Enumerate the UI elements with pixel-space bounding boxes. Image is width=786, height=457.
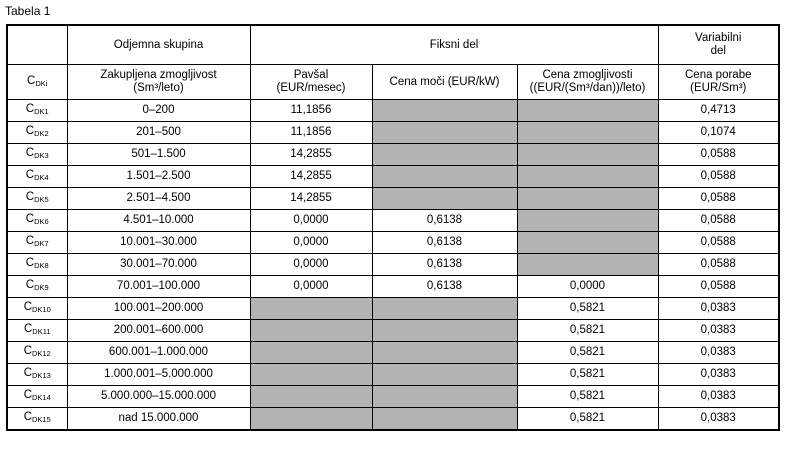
class-subscript: DK13 <box>32 371 51 380</box>
cell-capacity-range: 30.001–70.000 <box>67 254 250 276</box>
cell-power-price <box>372 298 517 320</box>
cell-power-price <box>372 320 517 342</box>
cell-capacity-range: 4.501–10.000 <box>67 210 250 232</box>
class-symbol: C <box>23 389 33 401</box>
table-row <box>7 122 779 144</box>
cell-pavsal <box>250 364 372 386</box>
cell-power-price <box>372 122 517 144</box>
cell-capacity-range: nad 15.000.000 <box>67 408 250 431</box>
class-symbol: C <box>25 257 35 269</box>
cell-pavsal: 0,0000 <box>250 210 372 232</box>
table-row <box>7 386 779 408</box>
cell-power-price <box>372 188 517 210</box>
cell-class <box>7 144 67 166</box>
cell-power-price <box>372 408 517 431</box>
header-consumption-price: Cena porabe (EUR/Sm³) <box>658 65 779 100</box>
class-subscript: DK10 <box>32 305 51 314</box>
cell-power-price: 0,6138 <box>372 276 517 298</box>
cell-consumption-price: 0,0383 <box>658 364 779 386</box>
class-subscript: DK9 <box>34 283 49 292</box>
cell-capacity-price <box>517 166 658 188</box>
class-symbol: C <box>23 411 33 423</box>
class-symbol: C <box>25 125 35 137</box>
table-row <box>7 144 779 166</box>
table-row <box>7 166 779 188</box>
cell-consumption-price: 0,0383 <box>658 298 779 320</box>
cell-pavsal: 0,0000 <box>250 254 372 276</box>
cell-pavsal: 11,1856 <box>250 100 372 122</box>
class-symbol: C <box>25 213 35 225</box>
header-group: Odjemna skupina <box>67 25 250 65</box>
cell-capacity-price: 0,5821 <box>517 386 658 408</box>
cell-capacity-price <box>517 144 658 166</box>
cell-capacity-price <box>517 122 658 144</box>
cell-capacity-price <box>517 210 658 232</box>
cell-consumption-price: 0,0383 <box>658 342 779 364</box>
cell-capacity-range: 70.001–100.000 <box>67 276 250 298</box>
cell-pavsal <box>250 386 372 408</box>
cell-pavsal: 0,0000 <box>250 276 372 298</box>
cell-consumption-price: 0,0383 <box>658 408 779 431</box>
cell-pavsal: 14,2855 <box>250 166 372 188</box>
class-subscript: DK6 <box>34 217 49 226</box>
header-pavsal: Pavšal (EUR/mesec) <box>250 65 372 100</box>
cell-consumption-price: 0,0383 <box>658 386 779 408</box>
cell-capacity-range: 2.501–4.500 <box>67 188 250 210</box>
cell-class <box>7 342 67 364</box>
cell-consumption-price: 0,0588 <box>658 232 779 254</box>
header-empty-cell <box>7 25 67 65</box>
header-row-groups <box>7 25 779 65</box>
cell-pavsal <box>250 320 372 342</box>
class-subscript: DK14 <box>32 393 51 402</box>
cell-pavsal: 14,2855 <box>250 144 372 166</box>
cell-class <box>7 232 67 254</box>
header-variable-part: Variabilni del <box>658 25 779 65</box>
header-c-main: C <box>27 74 36 87</box>
cell-power-price <box>372 386 517 408</box>
header-c-dki <box>7 65 67 100</box>
cell-class <box>7 210 67 232</box>
cell-capacity-range: 10.001–30.000 <box>67 232 250 254</box>
cell-capacity-range: 100.001–200.000 <box>67 298 250 320</box>
table-row <box>7 276 779 298</box>
cell-capacity-range: 1.501–2.500 <box>67 166 250 188</box>
class-symbol: C <box>25 235 35 247</box>
cell-class <box>7 276 67 298</box>
class-symbol: C <box>25 279 35 291</box>
cell-pavsal: 0,0000 <box>250 232 372 254</box>
cell-consumption-price: 0,0588 <box>658 210 779 232</box>
class-symbol: C <box>25 191 35 203</box>
table-row <box>7 408 779 431</box>
cell-capacity-price <box>517 254 658 276</box>
cell-class <box>7 364 67 386</box>
cell-class <box>7 298 67 320</box>
table-caption: Tabela 1 <box>5 4 51 18</box>
cell-capacity-price: 0,0000 <box>517 276 658 298</box>
class-subscript: DK12 <box>32 349 51 358</box>
cell-power-price: 0,6138 <box>372 254 517 276</box>
cell-pavsal: 14,2855 <box>250 188 372 210</box>
header-c-sub: DKi <box>35 78 48 88</box>
cell-consumption-price: 0,0588 <box>658 188 779 210</box>
cell-power-price: 0,6138 <box>372 210 517 232</box>
table-row <box>7 364 779 386</box>
cell-consumption-price: 0,1074 <box>658 122 779 144</box>
cell-capacity-price: 0,5821 <box>517 342 658 364</box>
cell-power-price <box>372 342 517 364</box>
class-subscript: DK1 <box>34 107 49 116</box>
cell-consumption-price: 0,4713 <box>658 100 779 122</box>
class-subscript: DK11 <box>32 327 51 336</box>
cell-capacity-range: 200.001–600.000 <box>67 320 250 342</box>
class-subscript: DK4 <box>34 173 49 182</box>
cell-capacity-range: 1.000.001–5.000.000 <box>67 364 250 386</box>
header-row-columns <box>7 65 779 100</box>
cell-pavsal <box>250 408 372 431</box>
cell-consumption-price: 0,0588 <box>658 166 779 188</box>
class-symbol: C <box>25 169 35 181</box>
table-row <box>7 320 779 342</box>
cell-capacity-price: 0,5821 <box>517 298 658 320</box>
cell-power-price <box>372 100 517 122</box>
header-fixed-part: Fiksni del <box>250 25 658 65</box>
cell-class <box>7 100 67 122</box>
header-capacity: Zakupljena zmogljivost (Sm³/leto) <box>67 65 250 100</box>
cell-class <box>7 320 67 342</box>
header-capacity-price: Cena zmogljivosti ((EUR/(Sm³/dan))/leto) <box>517 65 658 100</box>
cell-consumption-price: 0,0588 <box>658 276 779 298</box>
table-row <box>7 232 779 254</box>
cell-capacity-range: 201–500 <box>67 122 250 144</box>
cell-power-price: 0,6138 <box>372 232 517 254</box>
cell-class <box>7 166 67 188</box>
class-subscript: DK3 <box>34 151 49 160</box>
cell-power-price <box>372 166 517 188</box>
cell-power-price <box>372 364 517 386</box>
cell-capacity-price: 0,5821 <box>517 364 658 386</box>
table-row <box>7 254 779 276</box>
cell-class <box>7 408 67 431</box>
header-power-price: Cena moči (EUR/kW) <box>372 65 517 100</box>
cell-consumption-price: 0,0588 <box>658 144 779 166</box>
table-row <box>7 342 779 364</box>
cell-power-price <box>372 144 517 166</box>
cell-capacity-price <box>517 232 658 254</box>
class-symbol: C <box>25 103 35 115</box>
class-subscript: DK7 <box>34 239 49 248</box>
class-symbol: C <box>23 367 33 379</box>
cell-class <box>7 386 67 408</box>
cell-capacity-price <box>517 100 658 122</box>
table-row <box>7 210 779 232</box>
class-subscript: DK5 <box>34 195 49 204</box>
class-symbol: C <box>23 323 33 335</box>
class-symbol: C <box>23 345 33 357</box>
cell-capacity-range: 0–200 <box>67 100 250 122</box>
cell-consumption-price: 0,0383 <box>658 320 779 342</box>
class-subscript: DK2 <box>34 129 49 138</box>
table-row <box>7 298 779 320</box>
cell-capacity-range: 501–1.500 <box>67 144 250 166</box>
cell-class <box>7 188 67 210</box>
cell-capacity-price <box>517 188 658 210</box>
class-symbol: C <box>25 147 35 159</box>
cell-pavsal <box>250 342 372 364</box>
cell-capacity-price: 0,5821 <box>517 320 658 342</box>
cell-pavsal: 11,1856 <box>250 122 372 144</box>
tariff-table <box>6 24 780 431</box>
cell-capacity-price: 0,5821 <box>517 408 658 431</box>
cell-class <box>7 254 67 276</box>
cell-consumption-price: 0,0588 <box>658 254 779 276</box>
cell-capacity-range: 5.000.000–15.000.000 <box>67 386 250 408</box>
cell-pavsal <box>250 298 372 320</box>
class-subscript: DK15 <box>32 415 51 424</box>
table-row <box>7 188 779 210</box>
class-subscript: DK8 <box>34 261 49 270</box>
table-row <box>7 100 779 122</box>
class-symbol: C <box>23 301 33 313</box>
cell-capacity-range: 600.001–1.000.000 <box>67 342 250 364</box>
cell-class <box>7 122 67 144</box>
